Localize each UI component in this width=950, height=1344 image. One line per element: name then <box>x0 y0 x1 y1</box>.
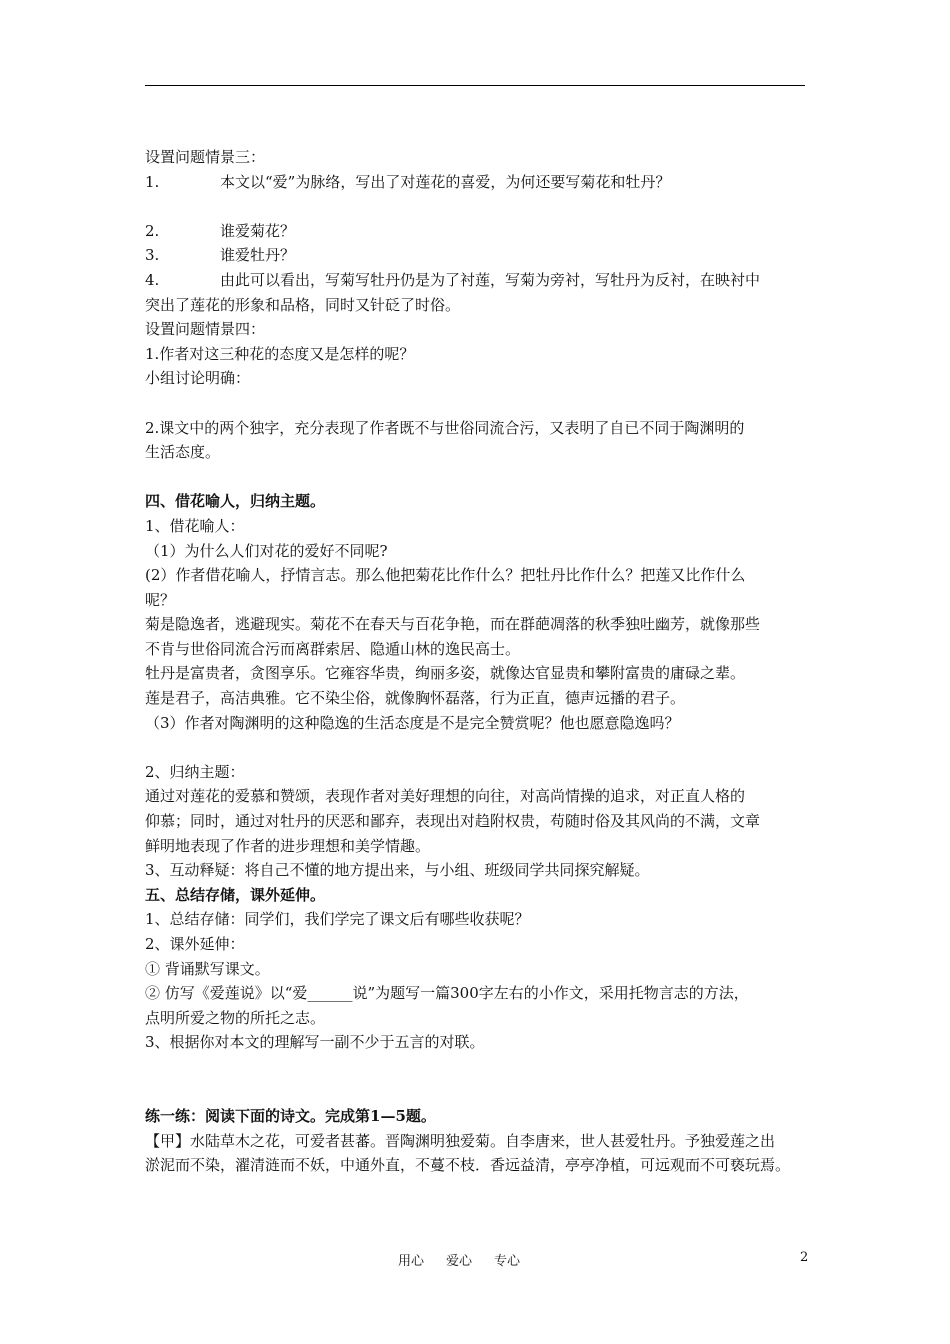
text-line: 菊是隐逸者，逃避现实。菊花不在春天与百花争艳，而在群葩凋落的秋季独吐幽芳，就像那些 <box>145 615 761 634</box>
blank-line <box>145 465 817 490</box>
text-line: 生活态度。 <box>145 443 221 462</box>
text-line: 仰慕；同时，通过对牡丹的厌恶和鄙弃，表现出对趋附权贵，苟随时俗及其风尚的不满，文章 <box>145 812 761 831</box>
text-line: 1、总结存储：同学们，我们学完了课文后有哪些收获呢？ <box>145 910 530 929</box>
section-heading: 五、总结存储，课外延伸。 <box>145 885 326 904</box>
item-number: 1. <box>145 172 160 191</box>
item-text: 本文以“爱”为脉络，写出了对莲花的喜爱，为何还要写菊花和牡丹？ <box>220 172 671 191</box>
text-line: 2、课外延伸： <box>145 935 245 953</box>
text-line: 2.课文中的两个独字，充分表现了作者既不与世俗同流合污，又表明了自已不同于陶渊明的 <box>145 418 745 437</box>
text-line: 设置问题情景三： <box>145 148 266 166</box>
item-text: 由此可以看出，写菊写牡丹仍是为了衬莲，写菊为旁衬，写牡丹为反衬，在映衬中 <box>220 270 761 289</box>
footer-word: 用心 <box>398 1254 425 1269</box>
document-body <box>145 145 817 1178</box>
blank-line <box>145 1080 817 1105</box>
text-line: （3）作者对陶渊明的这种隐逸的生活态度是不是完全赞赏呢？他也愿意隐逸吗？ <box>145 713 680 732</box>
item-number: 3. <box>145 246 160 265</box>
blank-line <box>145 391 817 416</box>
text-line: 设置问题情景四： <box>145 320 266 339</box>
item-number: 4. <box>145 270 160 289</box>
blank-line <box>145 1055 817 1080</box>
text-line: 通过对莲花的爱慕和赞颂，表现作者对美好理想的向往，对高尚情操的追求，对正直人格的 <box>145 787 746 806</box>
text-line: 小组讨论明确： <box>145 369 251 388</box>
blank-line <box>145 194 817 219</box>
item-text: 谁爱菊花？ <box>220 221 296 240</box>
blank-line <box>145 735 817 760</box>
page-number: 2 <box>800 1250 809 1265</box>
text-line: 淤泥而不染，濯清涟而不妖，中通外直，不蔓不枝．香远益清，亭亭净植，可远观而不可亵玩焉。 <box>145 1156 791 1175</box>
section-heading: 四、借花喻人，归纳主题。 <box>145 492 326 511</box>
text-line: 【甲】水陆草木之花，可爱者甚蕃。晋陶渊明独爱菊。自李唐来，世人甚爱牡丹。予独爱莲之出 <box>145 1131 776 1150</box>
section-heading: 练一练：阅读下面的诗文。完成第1—5题。 <box>145 1107 436 1126</box>
numbered-item <box>145 243 817 268</box>
text-line: 3、互动释疑：将自己不懂的地方提出来，与小组、班级同学共同探究解疑。 <box>145 861 650 880</box>
text-line: 点明所爱之物的所托之志。 <box>145 1008 326 1027</box>
numbered-item <box>145 219 817 244</box>
footer-motto <box>398 1250 520 1269</box>
text-line: ① 背诵默写课文。 <box>145 959 270 978</box>
numbered-item <box>145 268 817 293</box>
footer-word: 爱心 <box>446 1254 473 1269</box>
text-line: ② 仿写《爱莲说》以“爱______说”为题写一篇300字左右的小作文，采用托物言志的方法， <box>145 984 749 1003</box>
text-line: （1）为什么人们对花的爱好不同呢? <box>145 541 388 560</box>
text-line: 1、借花喻人： <box>145 516 245 535</box>
text-line: 不肯与世俗同流合污而离群索居、隐遁山林的逸民高士。 <box>145 639 521 658</box>
text-line: 1.作者对这三种花的态度又是怎样的呢？ <box>145 344 415 363</box>
text-line: 莲是君子，高洁典雅。它不染尘俗，就像胸怀磊落，行为正直，德声远播的君子。 <box>145 689 686 708</box>
text-line: 牡丹是富贵者，贪图享乐。它雍容华贵，绚丽多姿，就像达官显贵和攀附富贵的庸碌之辈。 <box>145 664 746 683</box>
text-line: 鲜明地表现了作者的进步理想和美学情趣。 <box>145 836 431 855</box>
footer-word: 专心 <box>494 1254 521 1269</box>
text-line: 突出了莲花的形象和品格，同时又针砭了时俗。 <box>145 295 461 314</box>
text-line: 3、根据你对本文的理解写一副不少于五言的对联。 <box>145 1033 485 1052</box>
numbered-item <box>145 170 817 195</box>
text-line: (2）作者借花喻人，抒情言志。那么他把菊花比作什么？把牡丹比作什么？把莲又比作什么 <box>145 566 746 585</box>
item-text: 谁爱牡丹？ <box>220 246 296 265</box>
item-number: 2. <box>145 221 160 240</box>
text-line: 呢？ <box>145 590 176 609</box>
header-rule <box>145 85 805 86</box>
text-line: 2、归纳主题： <box>145 762 245 781</box>
